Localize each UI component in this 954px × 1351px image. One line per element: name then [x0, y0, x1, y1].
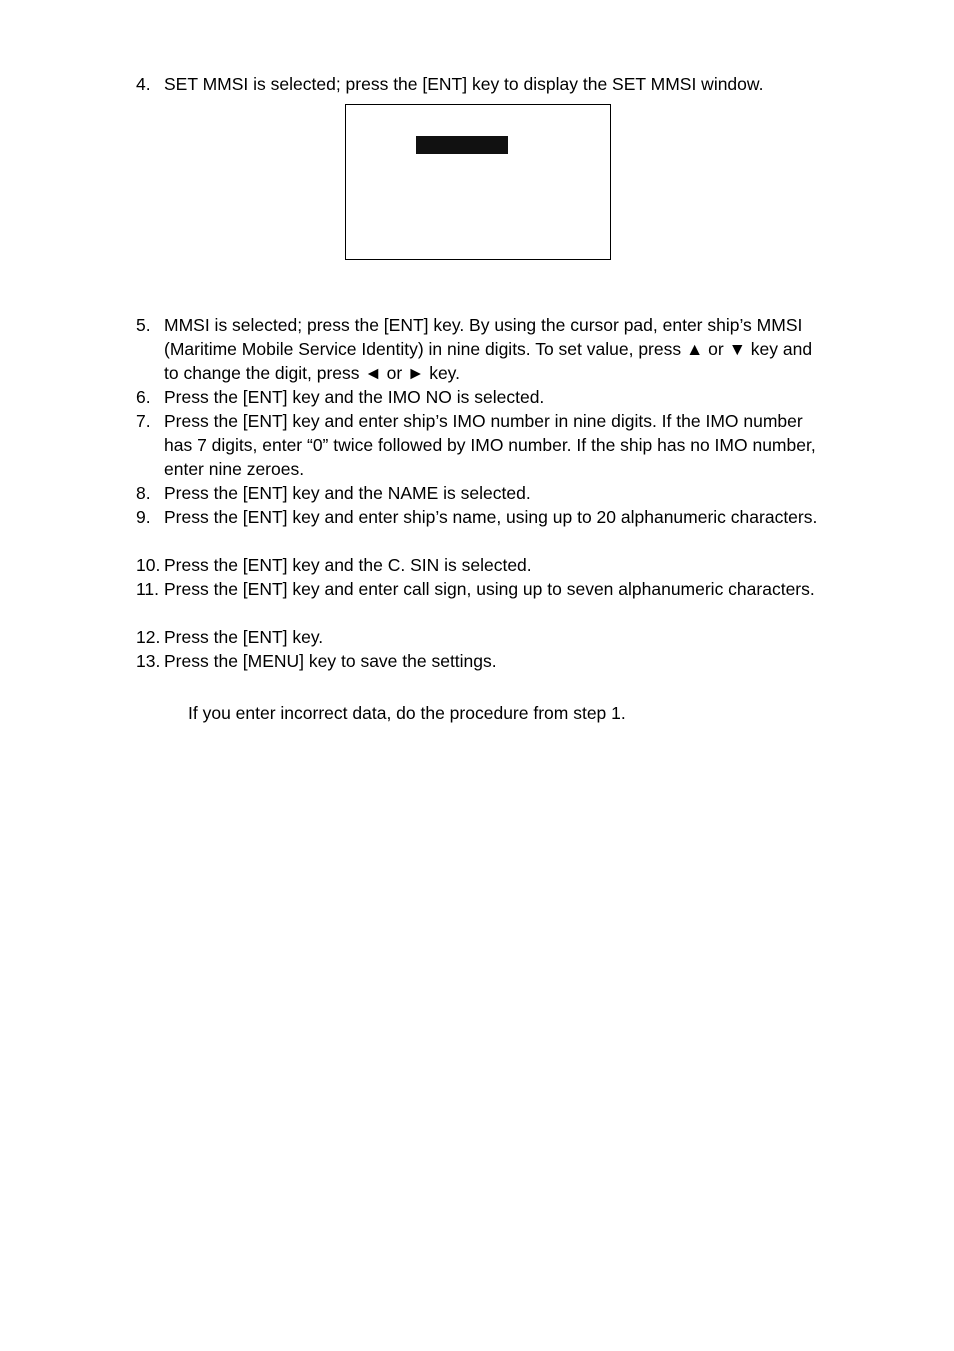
- selected-item-highlight: [416, 136, 508, 154]
- step-number: 4.: [136, 74, 151, 94]
- step-4: [136, 72, 826, 96]
- step-text: Press the [ENT] key and the C. SIN is selected.: [164, 555, 532, 575]
- step-text: SET MMSI is selected; press the [ENT] key to display the SET MMSI window.: [164, 74, 764, 94]
- step-number: 8.: [136, 483, 151, 503]
- step-13: [136, 649, 826, 673]
- step-12: [136, 625, 826, 649]
- step-number: 11.: [136, 579, 160, 599]
- step-text: Press the [ENT] key and enter ship’s IMO number in nine digits. If the IMO number has 7 digits, enter “0” twice followed by IMO number. If the ship has no IMO number, enter nine zeroes.: [164, 411, 816, 479]
- step-number: 9.: [136, 507, 151, 527]
- note-text: If you enter incorrect data, do the procedure from step 1.: [188, 703, 626, 723]
- step-text: Press the [ENT] key and enter call sign, using up to seven alphanumeric characters.: [164, 579, 815, 599]
- step-text: Press the [ENT] key.: [164, 627, 324, 647]
- step-7: [136, 409, 826, 481]
- step-number: 13.: [136, 651, 161, 671]
- step-number: 5.: [136, 315, 151, 335]
- step-text: Press the [ENT] key and the NAME is selected.: [164, 483, 531, 503]
- step-text: Press the [MENU] key to save the settings.: [164, 651, 497, 671]
- step-number: 6.: [136, 387, 151, 407]
- step-number: 7.: [136, 411, 151, 431]
- step-11: [136, 577, 826, 601]
- step-number: 12.: [136, 627, 161, 647]
- set-mmsi-window-figure: [345, 104, 611, 260]
- step-10: [136, 553, 826, 577]
- step-8: [136, 481, 826, 505]
- step-text: Press the [ENT] key and enter ship’s name, using up to 20 alphanumeric characters.: [164, 507, 818, 527]
- step-9: [136, 505, 826, 529]
- step-text: MMSI is selected; press the [ENT] key. By using the cursor pad, enter ship’s MMSI (Maritime Mobile Service Identity) in nine digits. To set value, press ▲ or ▼ key and to change the digit, press ◄ or ► key.: [164, 315, 813, 383]
- step-6: [136, 385, 826, 409]
- step-5: [136, 313, 826, 385]
- step-text: Press the [ENT] key and the IMO NO is selected.: [164, 387, 545, 407]
- step-number: 10.: [136, 555, 161, 575]
